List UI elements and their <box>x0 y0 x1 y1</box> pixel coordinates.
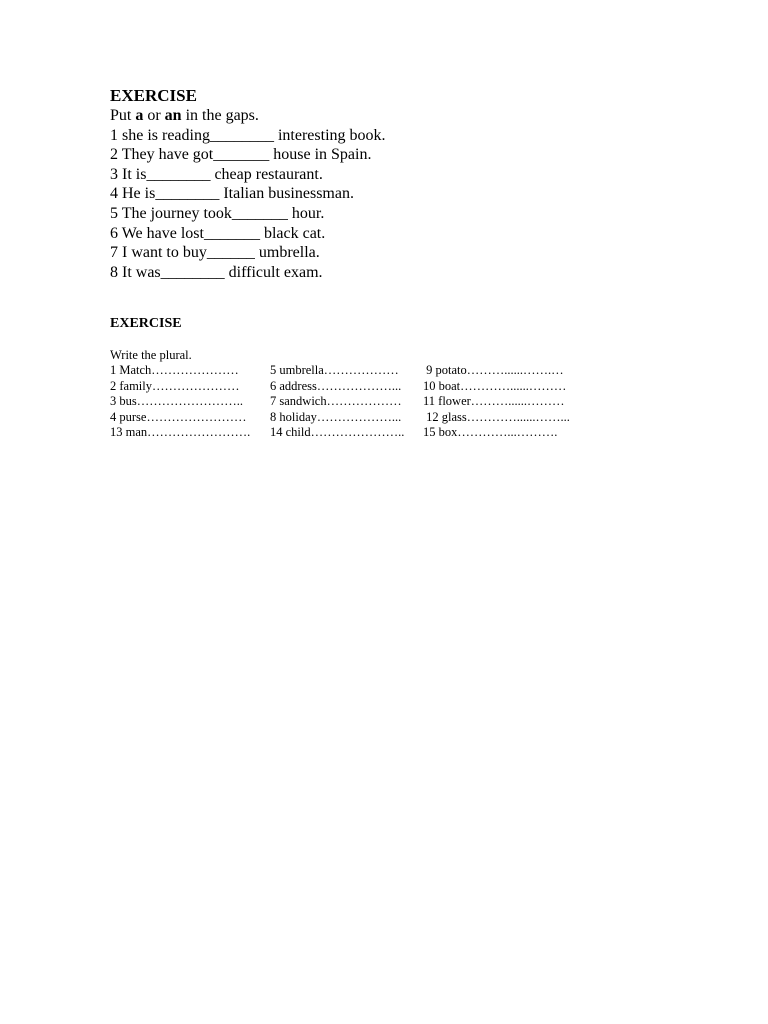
instruction-suffix: in the gaps. <box>181 107 259 124</box>
instruction-middle: or <box>143 107 165 124</box>
plural-item: 7 sandwich……………… <box>270 394 405 409</box>
instruction-prefix: Put <box>110 107 136 124</box>
gap-sentence: 6 We have lost_______ black cat. <box>110 224 326 242</box>
plural-item: 6 address………………... <box>270 378 405 393</box>
instruction-word-an: an <box>164 107 182 124</box>
plural-item: 12 glass…………......……... <box>423 409 570 424</box>
gap-sentence: 7 I want to buy______ umbrella. <box>110 244 320 262</box>
exercise-articles <box>110 86 670 282</box>
gap-sentence: 5 The journey took_______ hour. <box>110 204 325 222</box>
plural-item: 1 Match………………… <box>110 363 239 377</box>
gap-sentence: 1 she is reading________ interesting book. <box>110 126 386 144</box>
exercise-instruction <box>110 106 670 126</box>
gap-sentence: 2 They have got_______ house in Spain. <box>110 146 372 164</box>
plural-item: 2 family………………… <box>110 378 240 393</box>
plural-item: 14 child………………….. <box>270 425 405 440</box>
exercise-title: EXERCISE <box>110 316 182 331</box>
gap-sentence: 3 It is________ cheap restaurant. <box>110 165 323 183</box>
plural-item: 5 umbrella……………… <box>270 363 399 377</box>
plural-row <box>110 425 670 441</box>
gap-sentence: 4 He is________ Italian businessman. <box>110 185 354 203</box>
exercise-plurals <box>110 316 670 441</box>
plural-item: 11 flower………......……… <box>423 394 565 409</box>
instruction-word-a: a <box>135 107 144 124</box>
exercise-instruction: Write the plural. <box>110 348 192 362</box>
plural-item: 13 man……………………. <box>110 425 251 440</box>
plural-item: 8 holiday………………... <box>270 409 402 424</box>
plural-row <box>110 379 670 395</box>
plural-row <box>110 363 670 379</box>
gap-sentence: 8 It was________ difficult exam. <box>110 263 323 281</box>
exercise-title: EXERCISE <box>110 86 197 105</box>
plural-item: 9 potato………......…….… <box>423 363 564 377</box>
plural-row <box>110 394 670 410</box>
plural-item: 15 box…………...………. <box>423 425 558 440</box>
plural-item: 10 boat…………......……… <box>423 378 567 393</box>
plural-item: 4 purse…………………… <box>110 409 247 424</box>
plural-row <box>110 410 670 426</box>
plural-item: 3 bus…………………….. <box>110 394 243 409</box>
